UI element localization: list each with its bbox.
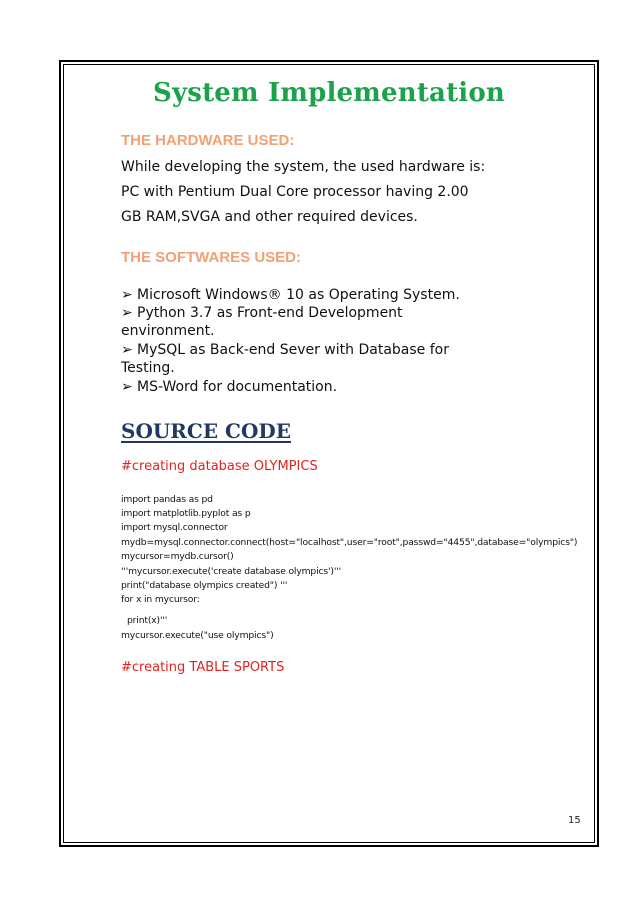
software-item	[121, 342, 449, 358]
code-line: mydb=mysql.connector.connect(host="localhost",user="root",passwd="4455",database="olympics")	[121, 537, 578, 548]
software-item	[121, 287, 460, 303]
bullet-arrow-icon: ➢	[121, 342, 133, 358]
bullet-arrow-icon: ➢	[121, 379, 133, 395]
page-number: 15	[568, 815, 581, 826]
code-line: mycursor=mydb.cursor()	[121, 551, 234, 562]
hardware-line: While developing the system, the used hardware is:	[121, 159, 486, 175]
hardware-line: PC with Pentium Dual Core processor having 2.00	[121, 184, 469, 200]
code-line: import matplotlib.pyplot as p	[121, 508, 251, 519]
code-line: import mysql.connector	[121, 522, 228, 533]
bullet-arrow-icon: ➢	[121, 305, 133, 321]
software-item	[121, 379, 337, 395]
hardware-heading: THE HARDWARE USED:	[121, 132, 295, 149]
code-comment: #creating database OLYMPICS	[121, 459, 318, 474]
code-line: mycursor.execute("use olympics")	[121, 630, 274, 641]
code-line: print(x)'''	[127, 615, 168, 626]
code-line: import pandas as pd	[121, 494, 213, 505]
bullet-arrow-icon: ➢	[121, 287, 133, 303]
software-item-text: Python 3.7 as Front-end Development	[137, 305, 403, 321]
code-line: '''mycursor.execute('create database olympics')'''	[121, 566, 341, 577]
code-line: print("database olympics created") '''	[121, 580, 288, 591]
software-item	[121, 305, 403, 321]
software-item-continued: environment.	[121, 323, 215, 339]
page-border-inner	[63, 64, 595, 843]
hardware-line: GB RAM,SVGA and other required devices.	[121, 209, 418, 225]
code-comment: #creating TABLE SPORTS	[121, 660, 285, 675]
software-heading: THE SOFTWARES USED:	[121, 249, 302, 266]
software-item-text: Microsoft Windows® 10 as Operating System.	[137, 287, 460, 303]
page-title: System Implementation	[152, 78, 506, 108]
code-line: for x in mycursor:	[121, 594, 200, 605]
software-item-text: MySQL as Back-end Sever with Database for	[137, 342, 449, 358]
software-item-continued: Testing.	[121, 360, 175, 376]
source-code-heading: SOURCE CODE	[121, 419, 291, 443]
software-item-text: MS-Word for documentation.	[137, 379, 338, 395]
